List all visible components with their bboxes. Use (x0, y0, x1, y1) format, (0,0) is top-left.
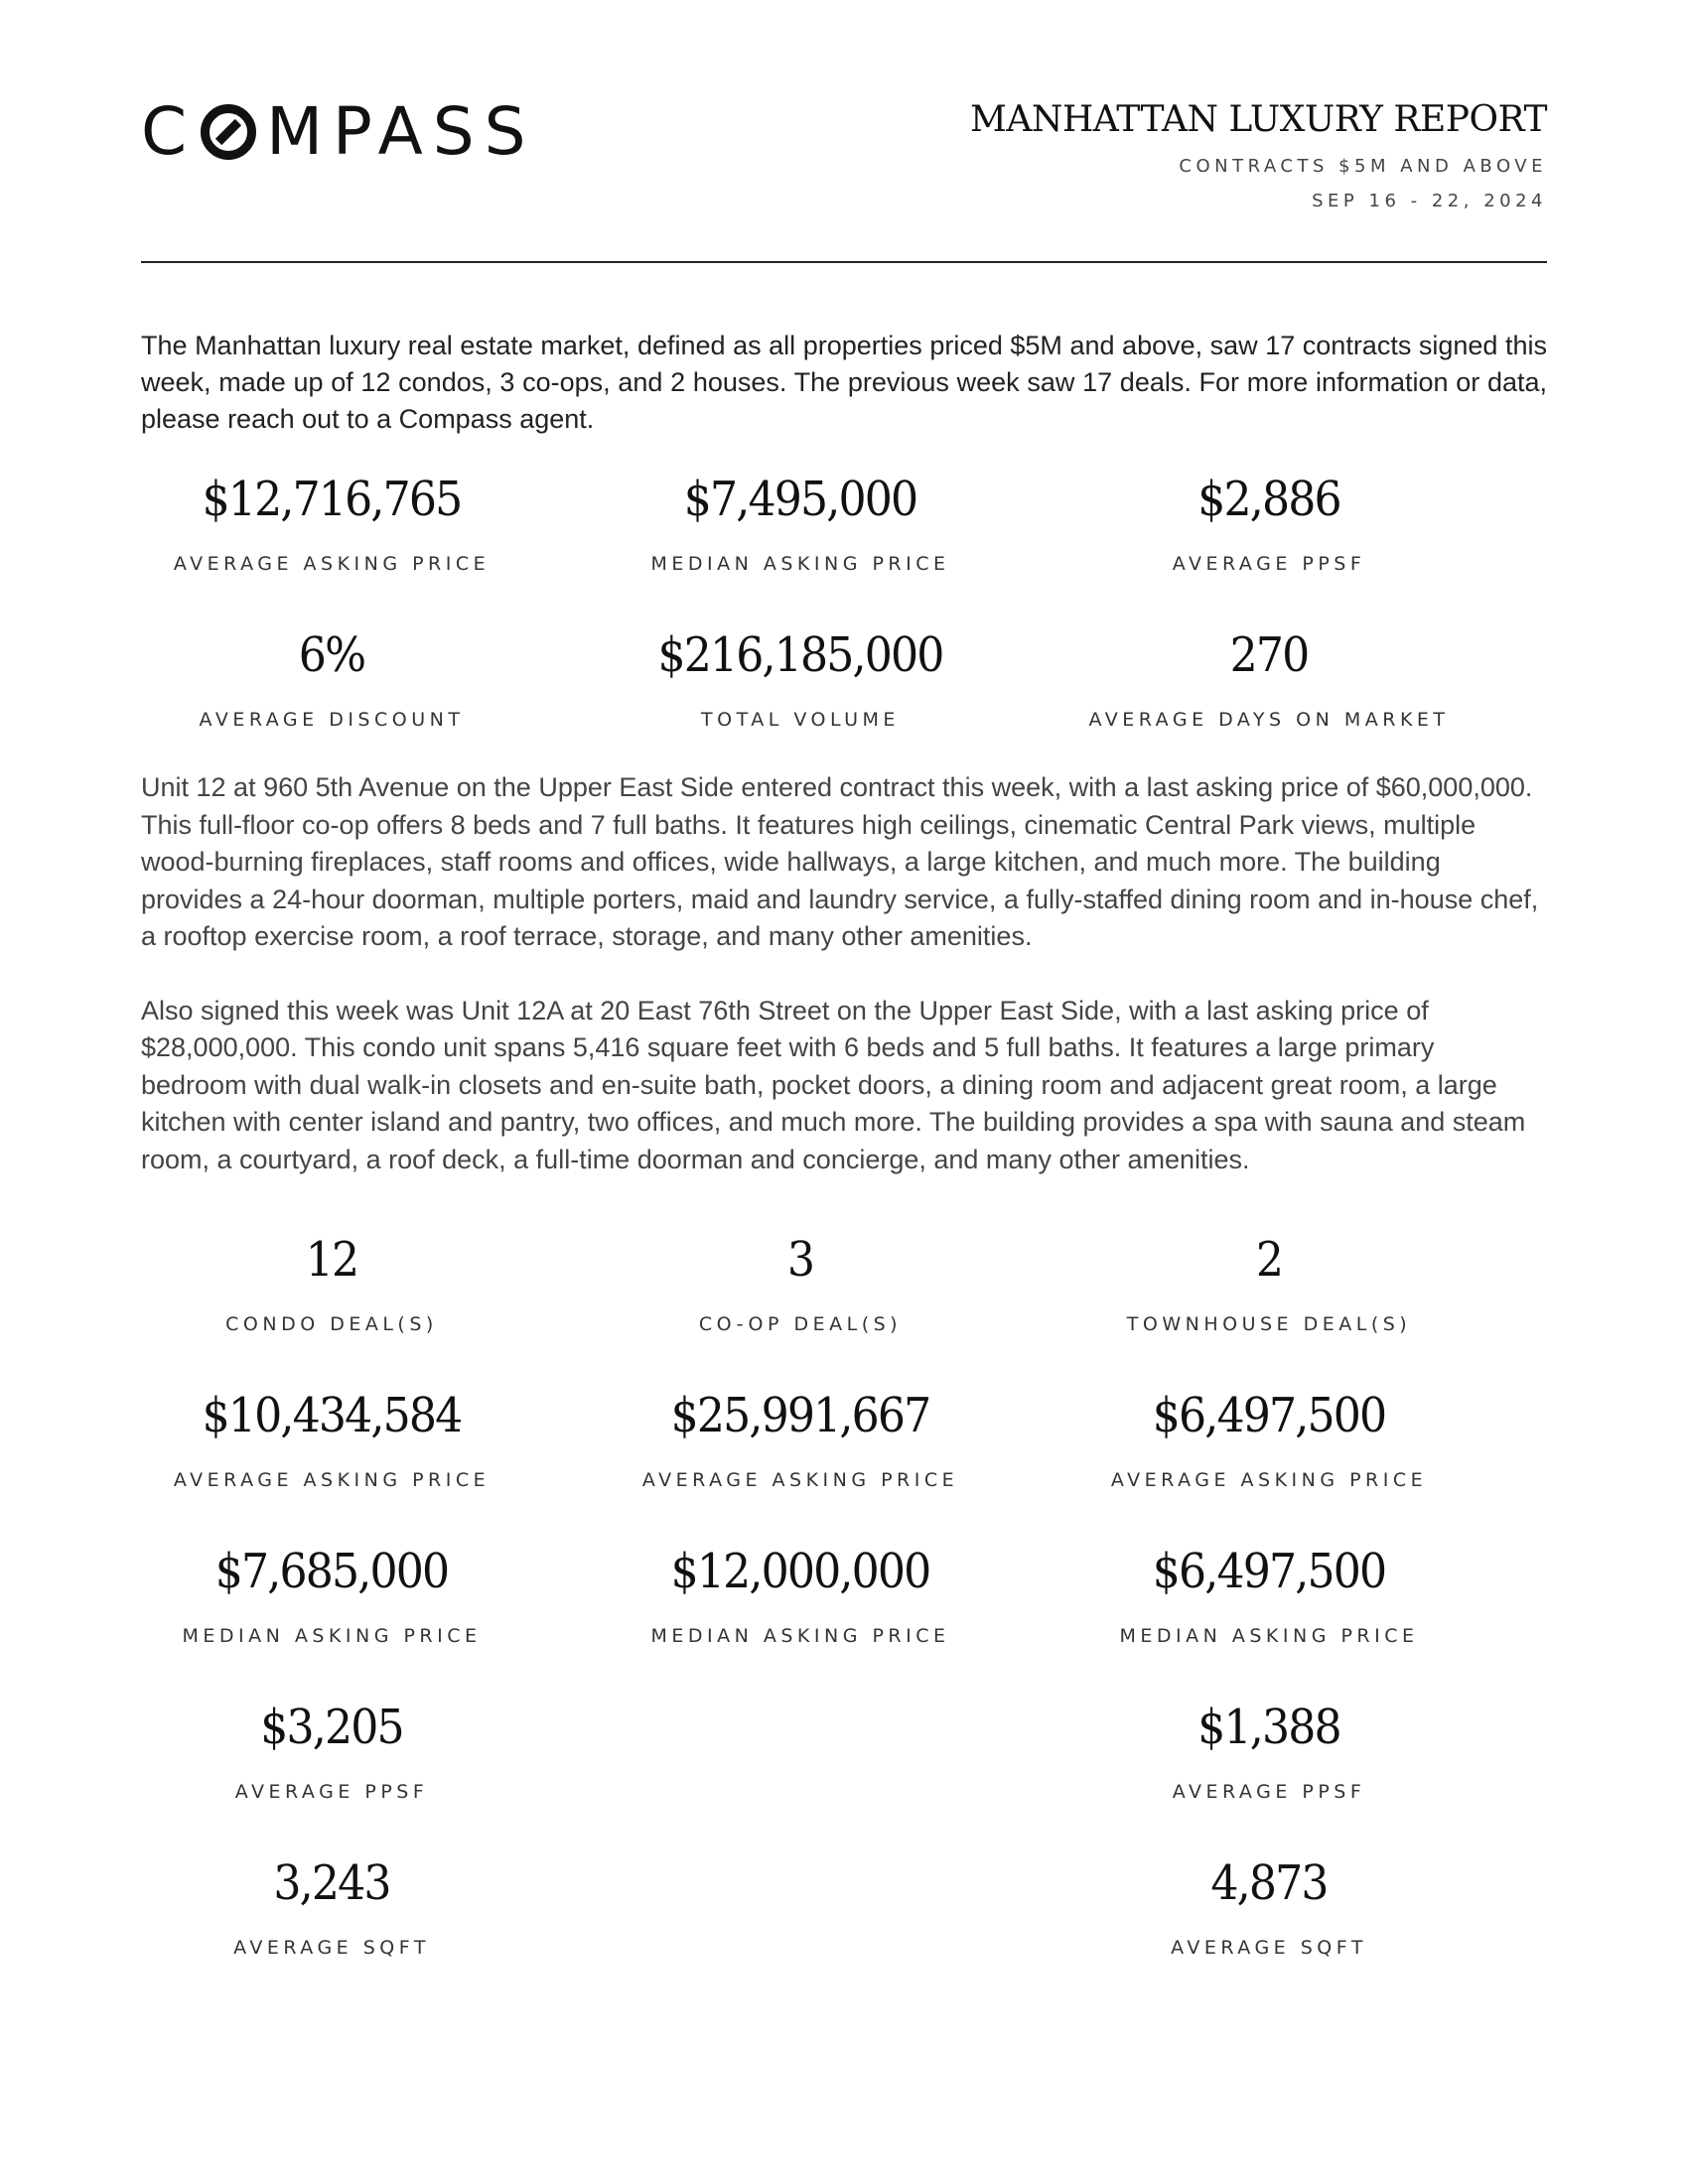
stat-value: $6,497,500 (1152, 1544, 1386, 1599)
stat-value: $25,991,667 (670, 1388, 930, 1443)
report-subtitle: CONTRACTS $5M AND ABOVE (1179, 156, 1547, 177)
logo-letter-c: C (141, 93, 198, 170)
intro-paragraph: The Manhattan luxury real estate market, defined as all properties priced $5M and above, saw 17 contracts signed this week, made up of 12 condos, 3 co-ops, and 2 houses. The previous week saw 17 deals. For more information or data, please reach out to a Compass agent. (141, 331, 1547, 434)
stat-value: $1,388 (1197, 1700, 1340, 1755)
compass-logo (141, 93, 536, 170)
stat-value: 270 (1229, 627, 1309, 683)
stat-average-discount (97, 610, 566, 765)
stat-label: AVERAGE PPSF (234, 1781, 429, 1803)
stat-value: $12,000,000 (670, 1544, 930, 1599)
condo-average-ppsf (97, 1682, 566, 1838)
condo-average-sqft (97, 1838, 566, 1993)
report-date-range: SEP 16 - 22, 2024 (1312, 191, 1547, 211)
report-title: MANHATTAN LUXURY REPORT (969, 99, 1547, 140)
coop-median-asking-price (566, 1526, 1035, 1682)
stat-label: MEDIAN ASKING PRICE (1119, 1625, 1419, 1647)
stat-label: TOTAL VOLUME (701, 709, 900, 731)
stat-label: AVERAGE PPSF (1172, 1781, 1366, 1803)
condo-median-asking-price (97, 1526, 566, 1682)
stat-label: AVERAGE ASKING PRICE (173, 553, 491, 575)
condo-average-asking-price (97, 1370, 566, 1526)
stat-value: $12,716,765 (202, 472, 462, 527)
townhouse-average-ppsf (1035, 1682, 1503, 1838)
stat-value: 12 (305, 1232, 358, 1288)
stat-label: AVERAGE ASKING PRICE (1110, 1469, 1428, 1491)
summary-stats (97, 454, 1547, 765)
coop-average-asking-price (566, 1370, 1035, 1526)
report-page (141, 0, 1547, 1993)
stat-value: 6% (298, 627, 365, 683)
townhouse-deals (1035, 1214, 1503, 1370)
stat-total-volume (566, 610, 1035, 765)
coop-ppsf-empty (566, 1682, 1035, 1838)
stat-label: AVERAGE SQFT (233, 1937, 430, 1959)
condo-deals (97, 1214, 566, 1370)
stat-value: $3,205 (260, 1700, 403, 1755)
highlight-paragraph-1: Unit 12 at 960 5th Avenue on the Upper East Side entered contract this week, with a last asking price of $60,000,000. This full-floor co-op offers 8 beds and 7 full baths. It features high ceilings, cinematic Central Park views, multiple wood-burning fireplaces, staff rooms and offices, wide hallways, a large kitchen, and much more. The building provides a 24-hour doorman, multiple porters, maid and laundry service, a fully-staffed dining room and in-house chef, a rooftop exercise room, a roof terrace, storage, and many other amenities. (141, 772, 1539, 951)
highlight-paragraph-2: Also signed this week was Unit 12A at 20 East 76th Street on the Upper East Side, with a last asking price of $28,000,000. This condo unit spans 5,416 square feet with 6 beds and 5 full baths. It features a large primary bedroom with dual walk-in closets and en-suite bath, pocket doors, a dining room and adjacent great room, a large kitchen with center island and pantry, two offices, and much more. The building provides a spa with sauna and steam room, a courtyard, a roof deck, a full-time doorman and concierge, and many other amenities. (141, 995, 1526, 1174)
stat-label: MEDIAN ASKING PRICE (182, 1625, 482, 1647)
coop-deals (566, 1214, 1035, 1370)
stat-value: 2 (1255, 1232, 1283, 1288)
logo-letters-mpass: MPASS (266, 93, 536, 170)
stat-label: AVERAGE DAYS ON MARKET (1088, 709, 1450, 731)
stat-value: 3,243 (273, 1855, 390, 1911)
stat-label: AVERAGE PPSF (1172, 553, 1366, 575)
stat-label: AVERAGE ASKING PRICE (641, 1469, 959, 1491)
compass-o-icon (201, 104, 256, 160)
townhouse-average-asking-price (1035, 1370, 1503, 1526)
stat-value: $10,434,584 (202, 1388, 462, 1443)
townhouse-average-sqft (1035, 1838, 1503, 1993)
stats-by-property-type (97, 1214, 1547, 1993)
stat-value: 4,873 (1210, 1855, 1328, 1911)
stat-value: $7,685,000 (214, 1544, 449, 1599)
stat-label: MEDIAN ASKING PRICE (650, 1625, 950, 1647)
stat-value: $2,886 (1197, 472, 1340, 527)
stat-average-asking-price (97, 454, 566, 610)
stat-label: AVERAGE ASKING PRICE (173, 1469, 491, 1491)
stat-label: AVERAGE SQFT (1171, 1937, 1367, 1959)
stat-average-days-on-market (1035, 610, 1503, 765)
stat-label: TOWNHOUSE DEAL(S) (1126, 1313, 1412, 1335)
stat-median-asking-price (566, 454, 1035, 610)
stat-value: $216,185,000 (657, 627, 943, 683)
header-divider (141, 261, 1547, 263)
stat-label: MEDIAN ASKING PRICE (650, 553, 950, 575)
stat-value: $6,497,500 (1152, 1388, 1386, 1443)
stat-value: $7,495,000 (683, 472, 917, 527)
stat-label: CO-OP DEAL(S) (698, 1313, 903, 1335)
coop-sqft-empty (566, 1838, 1035, 1993)
stat-average-ppsf (1035, 454, 1503, 610)
stat-value: 3 (786, 1232, 814, 1288)
stat-label: CONDO DEAL(S) (225, 1313, 438, 1335)
stat-label: AVERAGE DISCOUNT (199, 709, 465, 731)
townhouse-median-asking-price (1035, 1526, 1503, 1682)
report-header (141, 0, 1547, 264)
